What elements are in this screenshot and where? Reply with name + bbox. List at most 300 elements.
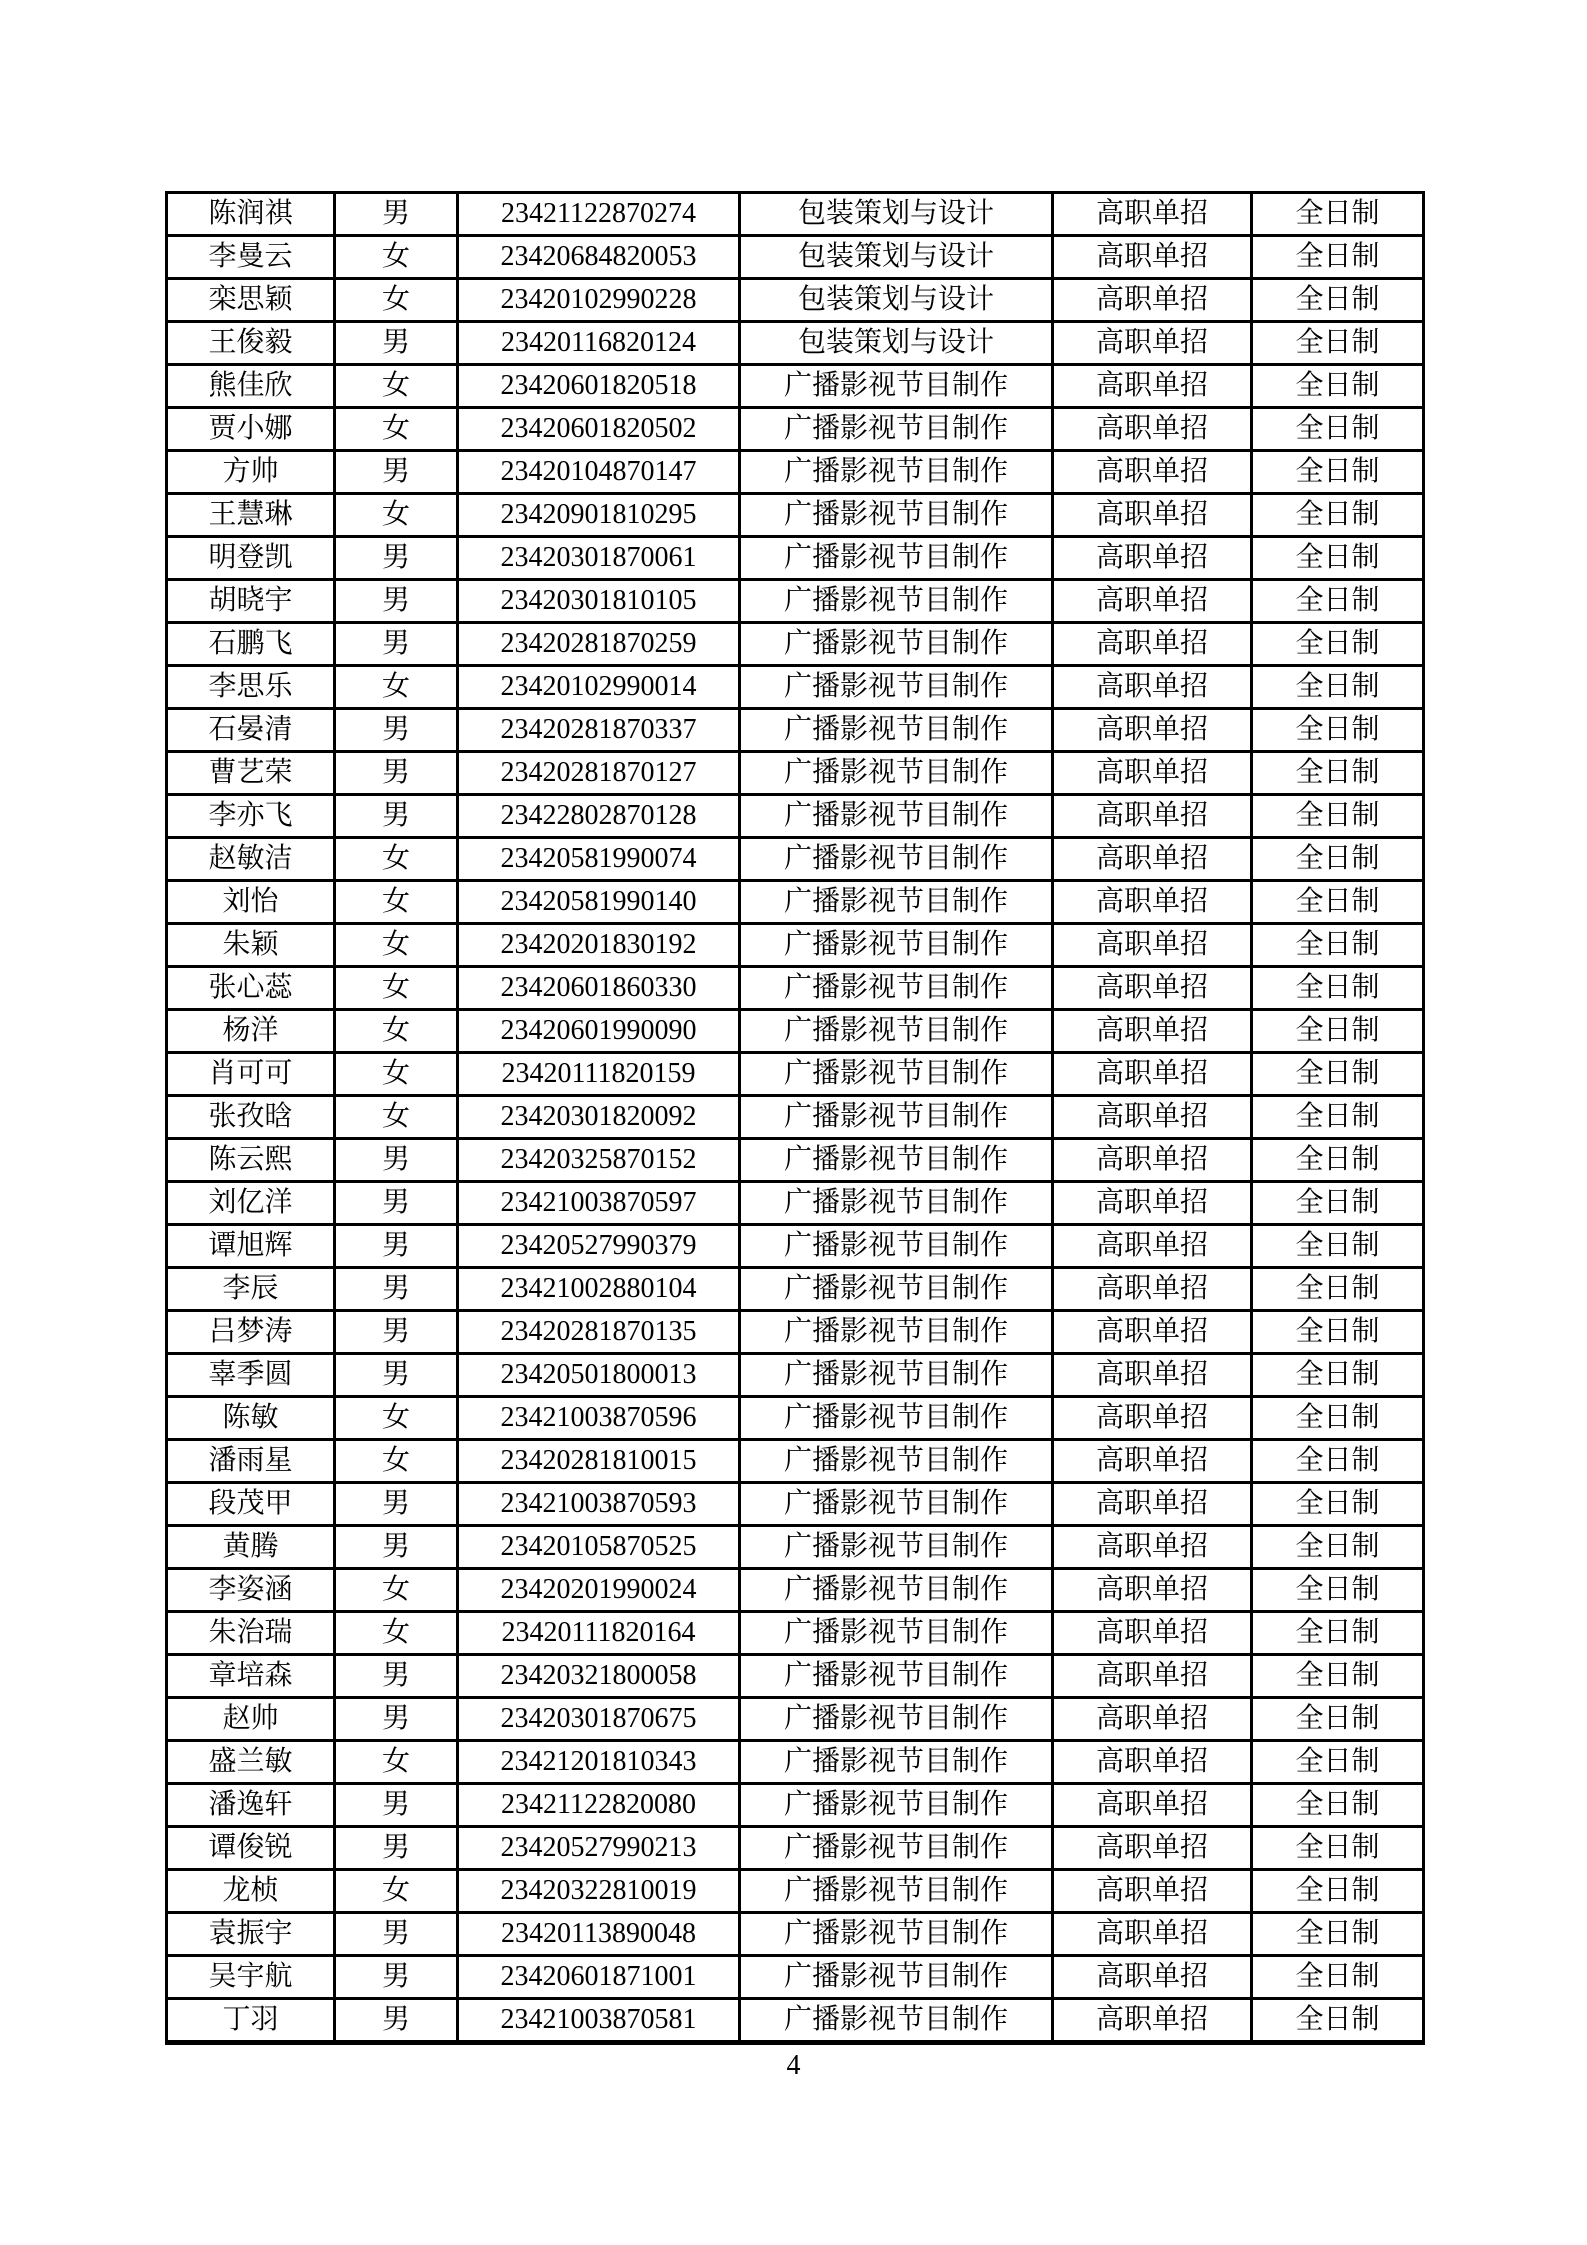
- cell-gender: 男: [335, 1311, 458, 1354]
- cell-gender: 男: [335, 322, 458, 365]
- table-row: [167, 1612, 1424, 1655]
- table-row: [167, 1225, 1424, 1268]
- cell-admission-type: 高职单招: [1053, 1182, 1252, 1225]
- cell-study-mode: 全日制: [1252, 322, 1424, 365]
- cell-admission-type: 高职单招: [1053, 494, 1252, 537]
- cell-admission-type: 高职单招: [1053, 752, 1252, 795]
- cell-exam-id: 23420113890048: [458, 1913, 740, 1956]
- table-row: [167, 1268, 1424, 1311]
- table-row: [167, 1053, 1424, 1096]
- cell-gender: 女: [335, 924, 458, 967]
- cell-major: 广播影视节目制作: [740, 537, 1053, 580]
- cell-exam-id: 23421003870593: [458, 1483, 740, 1526]
- cell-major: 包装策划与设计: [740, 322, 1053, 365]
- cell-gender: 女: [335, 1612, 458, 1655]
- cell-student-name: 杨洋: [167, 1010, 335, 1053]
- cell-major: 广播影视节目制作: [740, 1870, 1053, 1913]
- cell-student-name: 陈润祺: [167, 193, 335, 236]
- cell-study-mode: 全日制: [1252, 1999, 1424, 2043]
- cell-admission-type: 高职单招: [1053, 1225, 1252, 1268]
- cell-major: 广播影视节目制作: [740, 1397, 1053, 1440]
- cell-gender: 女: [335, 236, 458, 279]
- table-row: [167, 1870, 1424, 1913]
- cell-student-name: 袁振宇: [167, 1913, 335, 1956]
- cell-gender: 女: [335, 666, 458, 709]
- cell-study-mode: 全日制: [1252, 709, 1424, 752]
- cell-exam-id: 23420201830192: [458, 924, 740, 967]
- table-row: [167, 1655, 1424, 1698]
- cell-admission-type: 高职单招: [1053, 451, 1252, 494]
- cell-student-name: 潘逸轩: [167, 1784, 335, 1827]
- table-row: [167, 1999, 1424, 2043]
- cell-admission-type: 高职单招: [1053, 1483, 1252, 1526]
- table-row: [167, 838, 1424, 881]
- cell-exam-id: 23421002880104: [458, 1268, 740, 1311]
- cell-exam-id: 23420301870061: [458, 537, 740, 580]
- cell-major: 广播影视节目制作: [740, 1655, 1053, 1698]
- cell-major: 广播影视节目制作: [740, 1526, 1053, 1569]
- table-row: [167, 1440, 1424, 1483]
- cell-student-name: 方帅: [167, 451, 335, 494]
- cell-exam-id: 23421003870596: [458, 1397, 740, 1440]
- cell-study-mode: 全日制: [1252, 795, 1424, 838]
- cell-study-mode: 全日制: [1252, 279, 1424, 322]
- cell-gender: 男: [335, 1999, 458, 2043]
- cell-gender: 男: [335, 623, 458, 666]
- cell-admission-type: 高职单招: [1053, 1354, 1252, 1397]
- cell-major: 广播影视节目制作: [740, 1999, 1053, 2043]
- cell-student-name: 王俊毅: [167, 322, 335, 365]
- cell-admission-type: 高职单招: [1053, 1655, 1252, 1698]
- cell-study-mode: 全日制: [1252, 1569, 1424, 1612]
- cell-study-mode: 全日制: [1252, 1698, 1424, 1741]
- cell-admission-type: 高职单招: [1053, 236, 1252, 279]
- cell-gender: 男: [335, 795, 458, 838]
- cell-exam-id: 23420281870135: [458, 1311, 740, 1354]
- cell-major: 广播影视节目制作: [740, 1440, 1053, 1483]
- cell-gender: 女: [335, 1741, 458, 1784]
- cell-admission-type: 高职单招: [1053, 1053, 1252, 1096]
- cell-study-mode: 全日制: [1252, 236, 1424, 279]
- cell-gender: 男: [335, 580, 458, 623]
- cell-student-name: 熊佳欣: [167, 365, 335, 408]
- cell-major: 广播影视节目制作: [740, 623, 1053, 666]
- cell-student-name: 吕梦涛: [167, 1311, 335, 1354]
- cell-major: 广播影视节目制作: [740, 451, 1053, 494]
- cell-student-name: 谭俊锐: [167, 1827, 335, 1870]
- cell-exam-id: 23420116820124: [458, 322, 740, 365]
- cell-student-name: 王慧琳: [167, 494, 335, 537]
- table-row: [167, 193, 1424, 236]
- cell-major: 广播影视节目制作: [740, 1483, 1053, 1526]
- cell-gender: 女: [335, 838, 458, 881]
- cell-student-name: 李曼云: [167, 236, 335, 279]
- cell-admission-type: 高职单招: [1053, 1440, 1252, 1483]
- cell-major: 广播影视节目制作: [740, 1053, 1053, 1096]
- table-row: [167, 881, 1424, 924]
- cell-admission-type: 高职单招: [1053, 666, 1252, 709]
- cell-admission-type: 高职单招: [1053, 1397, 1252, 1440]
- table-row: [167, 537, 1424, 580]
- cell-exam-id: 23420201990024: [458, 1569, 740, 1612]
- cell-student-name: 石晏清: [167, 709, 335, 752]
- cell-gender: 男: [335, 709, 458, 752]
- cell-study-mode: 全日制: [1252, 1870, 1424, 1913]
- cell-admission-type: 高职单招: [1053, 1612, 1252, 1655]
- cell-exam-id: 23420281810015: [458, 1440, 740, 1483]
- cell-exam-id: 23421003870581: [458, 1999, 740, 2043]
- cell-student-name: 朱颖: [167, 924, 335, 967]
- cell-study-mode: 全日制: [1252, 1827, 1424, 1870]
- cell-major: 广播影视节目制作: [740, 1913, 1053, 1956]
- table-row: [167, 1311, 1424, 1354]
- table-row: [167, 365, 1424, 408]
- cell-admission-type: 高职单招: [1053, 623, 1252, 666]
- cell-major: 广播影视节目制作: [740, 666, 1053, 709]
- cell-admission-type: 高职单招: [1053, 1741, 1252, 1784]
- cell-admission-type: 高职单招: [1053, 1569, 1252, 1612]
- cell-exam-id: 23421122820080: [458, 1784, 740, 1827]
- cell-gender: 男: [335, 1526, 458, 1569]
- cell-gender: 男: [335, 1913, 458, 1956]
- cell-study-mode: 全日制: [1252, 1053, 1424, 1096]
- cell-major: 广播影视节目制作: [740, 1010, 1053, 1053]
- cell-admission-type: 高职单招: [1053, 1311, 1252, 1354]
- cell-study-mode: 全日制: [1252, 1741, 1424, 1784]
- cell-admission-type: 高职单招: [1053, 1096, 1252, 1139]
- cell-gender: 男: [335, 1483, 458, 1526]
- cell-major: 广播影视节目制作: [740, 1956, 1053, 1999]
- cell-gender: 女: [335, 1870, 458, 1913]
- cell-study-mode: 全日制: [1252, 1913, 1424, 1956]
- cell-gender: 男: [335, 1698, 458, 1741]
- table-row: [167, 752, 1424, 795]
- cell-student-name: 肖可可: [167, 1053, 335, 1096]
- table-row: [167, 1956, 1424, 1999]
- cell-study-mode: 全日制: [1252, 1225, 1424, 1268]
- cell-student-name: 贾小娜: [167, 408, 335, 451]
- cell-gender: 女: [335, 1569, 458, 1612]
- cell-admission-type: 高职单招: [1053, 1268, 1252, 1311]
- cell-exam-id: 23420527990379: [458, 1225, 740, 1268]
- cell-admission-type: 高职单招: [1053, 1698, 1252, 1741]
- cell-student-name: 李亦飞: [167, 795, 335, 838]
- table-row: [167, 1010, 1424, 1053]
- cell-exam-id: 23420321800058: [458, 1655, 740, 1698]
- cell-study-mode: 全日制: [1252, 1956, 1424, 1999]
- cell-study-mode: 全日制: [1252, 1397, 1424, 1440]
- cell-major: 广播影视节目制作: [740, 1182, 1053, 1225]
- cell-study-mode: 全日制: [1252, 838, 1424, 881]
- table-row: [167, 1182, 1424, 1225]
- cell-gender: 女: [335, 1010, 458, 1053]
- cell-major: 广播影视节目制作: [740, 1268, 1053, 1311]
- cell-study-mode: 全日制: [1252, 1483, 1424, 1526]
- cell-study-mode: 全日制: [1252, 967, 1424, 1010]
- cell-study-mode: 全日制: [1252, 1010, 1424, 1053]
- cell-major: 广播影视节目制作: [740, 1784, 1053, 1827]
- cell-major: 广播影视节目制作: [740, 1827, 1053, 1870]
- cell-major: 广播影视节目制作: [740, 709, 1053, 752]
- cell-major: 包装策划与设计: [740, 279, 1053, 322]
- cell-study-mode: 全日制: [1252, 1440, 1424, 1483]
- cell-student-name: 赵敏洁: [167, 838, 335, 881]
- cell-gender: 女: [335, 881, 458, 924]
- cell-study-mode: 全日制: [1252, 1268, 1424, 1311]
- cell-major: 广播影视节目制作: [740, 881, 1053, 924]
- cell-study-mode: 全日制: [1252, 365, 1424, 408]
- cell-admission-type: 高职单招: [1053, 1010, 1252, 1053]
- cell-exam-id: 23420601820502: [458, 408, 740, 451]
- cell-exam-id: 23420111820164: [458, 1612, 740, 1655]
- cell-admission-type: 高职单招: [1053, 1139, 1252, 1182]
- cell-exam-id: 23420325870152: [458, 1139, 740, 1182]
- cell-exam-id: 23420581990140: [458, 881, 740, 924]
- cell-study-mode: 全日制: [1252, 666, 1424, 709]
- cell-major: 广播影视节目制作: [740, 1569, 1053, 1612]
- table-row: [167, 408, 1424, 451]
- table-row: [167, 623, 1424, 666]
- table-row: [167, 1483, 1424, 1526]
- cell-gender: 女: [335, 408, 458, 451]
- table-row: [167, 1096, 1424, 1139]
- cell-exam-id: 23420601990090: [458, 1010, 740, 1053]
- cell-student-name: 胡晓宇: [167, 580, 335, 623]
- table-row: [167, 1913, 1424, 1956]
- cell-student-name: 李思乐: [167, 666, 335, 709]
- cell-study-mode: 全日制: [1252, 752, 1424, 795]
- cell-admission-type: 高职单招: [1053, 1526, 1252, 1569]
- table-row: [167, 795, 1424, 838]
- cell-student-name: 辜季圆: [167, 1354, 335, 1397]
- cell-gender: 男: [335, 193, 458, 236]
- cell-major: 包装策划与设计: [740, 193, 1053, 236]
- table-row: [167, 236, 1424, 279]
- cell-exam-id: 23420102990228: [458, 279, 740, 322]
- cell-study-mode: 全日制: [1252, 1784, 1424, 1827]
- cell-gender: 女: [335, 1096, 458, 1139]
- cell-gender: 男: [335, 1655, 458, 1698]
- cell-major: 广播影视节目制作: [740, 580, 1053, 623]
- cell-exam-id: 23420301820092: [458, 1096, 740, 1139]
- cell-exam-id: 23420581990074: [458, 838, 740, 881]
- cell-study-mode: 全日制: [1252, 494, 1424, 537]
- cell-admission-type: 高职单招: [1053, 408, 1252, 451]
- cell-admission-type: 高职单招: [1053, 1827, 1252, 1870]
- table-row: [167, 709, 1424, 752]
- cell-exam-id: 23420104870147: [458, 451, 740, 494]
- cell-major: 广播影视节目制作: [740, 1741, 1053, 1784]
- table-row: [167, 1827, 1424, 1870]
- cell-study-mode: 全日制: [1252, 1096, 1424, 1139]
- cell-admission-type: 高职单招: [1053, 881, 1252, 924]
- cell-study-mode: 全日制: [1252, 537, 1424, 580]
- cell-exam-id: 23420281870337: [458, 709, 740, 752]
- cell-major: 广播影视节目制作: [740, 1354, 1053, 1397]
- cell-major: 广播影视节目制作: [740, 494, 1053, 537]
- cell-exam-id: 23421201810343: [458, 1741, 740, 1784]
- cell-student-name: 潘雨星: [167, 1440, 335, 1483]
- table-row: [167, 1354, 1424, 1397]
- cell-exam-id: 23420301810105: [458, 580, 740, 623]
- cell-gender: 女: [335, 1053, 458, 1096]
- cell-student-name: 李辰: [167, 1268, 335, 1311]
- cell-student-name: 谭旭辉: [167, 1225, 335, 1268]
- table-row: [167, 924, 1424, 967]
- cell-major: 包装策划与设计: [740, 236, 1053, 279]
- cell-student-name: 朱治瑞: [167, 1612, 335, 1655]
- table-row: [167, 279, 1424, 322]
- cell-admission-type: 高职单招: [1053, 1999, 1252, 2043]
- cell-admission-type: 高职单招: [1053, 580, 1252, 623]
- cell-study-mode: 全日制: [1252, 451, 1424, 494]
- table-row: [167, 666, 1424, 709]
- roster-body: [167, 193, 1424, 2043]
- cell-admission-type: 高职单招: [1053, 537, 1252, 580]
- cell-student-name: 陈云熙: [167, 1139, 335, 1182]
- cell-admission-type: 高职单招: [1053, 322, 1252, 365]
- cell-gender: 男: [335, 1225, 458, 1268]
- cell-study-mode: 全日制: [1252, 924, 1424, 967]
- cell-student-name: 李姿涵: [167, 1569, 335, 1612]
- cell-major: 广播影视节目制作: [740, 752, 1053, 795]
- cell-admission-type: 高职单招: [1053, 279, 1252, 322]
- cell-major: 广播影视节目制作: [740, 1096, 1053, 1139]
- cell-exam-id: 23420601871001: [458, 1956, 740, 1999]
- cell-student-name: 丁羽: [167, 1999, 335, 2043]
- cell-gender: 男: [335, 1268, 458, 1311]
- cell-exam-id: 23420105870525: [458, 1526, 740, 1569]
- table-row: [167, 1526, 1424, 1569]
- cell-exam-id: 23420527990213: [458, 1827, 740, 1870]
- cell-student-name: 盛兰敏: [167, 1741, 335, 1784]
- cell-student-name: 张孜晗: [167, 1096, 335, 1139]
- cell-study-mode: 全日制: [1252, 623, 1424, 666]
- table-row: [167, 1397, 1424, 1440]
- cell-gender: 男: [335, 1354, 458, 1397]
- cell-major: 广播影视节目制作: [740, 1225, 1053, 1268]
- cell-study-mode: 全日制: [1252, 1655, 1424, 1698]
- cell-exam-id: 23420601820518: [458, 365, 740, 408]
- cell-exam-id: 23420102990014: [458, 666, 740, 709]
- cell-student-name: 吴宇航: [167, 1956, 335, 1999]
- table-row: [167, 1741, 1424, 1784]
- cell-gender: 男: [335, 752, 458, 795]
- cell-gender: 女: [335, 279, 458, 322]
- cell-study-mode: 全日制: [1252, 1311, 1424, 1354]
- cell-major: 广播影视节目制作: [740, 838, 1053, 881]
- cell-study-mode: 全日制: [1252, 408, 1424, 451]
- cell-gender: 男: [335, 1182, 458, 1225]
- table-row: [167, 1698, 1424, 1741]
- cell-gender: 男: [335, 1784, 458, 1827]
- cell-exam-id: 23421122870274: [458, 193, 740, 236]
- cell-exam-id: 23421003870597: [458, 1182, 740, 1225]
- cell-admission-type: 高职单招: [1053, 838, 1252, 881]
- cell-gender: 男: [335, 537, 458, 580]
- cell-student-name: 赵帅: [167, 1698, 335, 1741]
- cell-exam-id: 23420322810019: [458, 1870, 740, 1913]
- cell-student-name: 陈敏: [167, 1397, 335, 1440]
- table-row: [167, 1569, 1424, 1612]
- cell-gender: 女: [335, 967, 458, 1010]
- cell-student-name: 段茂甲: [167, 1483, 335, 1526]
- cell-major: 广播影视节目制作: [740, 967, 1053, 1010]
- cell-student-name: 石鹏飞: [167, 623, 335, 666]
- table-row: [167, 1139, 1424, 1182]
- cell-major: 广播影视节目制作: [740, 1139, 1053, 1182]
- cell-study-mode: 全日制: [1252, 1139, 1424, 1182]
- cell-admission-type: 高职单招: [1053, 709, 1252, 752]
- cell-admission-type: 高职单招: [1053, 924, 1252, 967]
- cell-exam-id: 23422802870128: [458, 795, 740, 838]
- cell-gender: 男: [335, 1139, 458, 1182]
- cell-admission-type: 高职单招: [1053, 1870, 1252, 1913]
- cell-study-mode: 全日制: [1252, 1526, 1424, 1569]
- cell-student-name: 栾思颖: [167, 279, 335, 322]
- cell-major: 广播影视节目制作: [740, 1698, 1053, 1741]
- cell-study-mode: 全日制: [1252, 1182, 1424, 1225]
- cell-gender: 女: [335, 494, 458, 537]
- cell-exam-id: 23420111820159: [458, 1053, 740, 1096]
- cell-gender: 女: [335, 1440, 458, 1483]
- cell-major: 广播影视节目制作: [740, 1311, 1053, 1354]
- cell-exam-id: 23420281870127: [458, 752, 740, 795]
- cell-study-mode: 全日制: [1252, 580, 1424, 623]
- cell-exam-id: 23420684820053: [458, 236, 740, 279]
- cell-exam-id: 23420281870259: [458, 623, 740, 666]
- cell-major: 广播影视节目制作: [740, 1612, 1053, 1655]
- cell-study-mode: 全日制: [1252, 1612, 1424, 1655]
- cell-gender: 女: [335, 1397, 458, 1440]
- table-row: [167, 451, 1424, 494]
- table-row: [167, 580, 1424, 623]
- table-row: [167, 322, 1424, 365]
- cell-study-mode: 全日制: [1252, 1354, 1424, 1397]
- cell-exam-id: 23420501800013: [458, 1354, 740, 1397]
- cell-study-mode: 全日制: [1252, 881, 1424, 924]
- cell-student-name: 刘怡: [167, 881, 335, 924]
- cell-admission-type: 高职单招: [1053, 795, 1252, 838]
- cell-gender: 男: [335, 1827, 458, 1870]
- cell-student-name: 黄腾: [167, 1526, 335, 1569]
- cell-student-name: 明登凯: [167, 537, 335, 580]
- page-number: 4: [786, 2050, 801, 2081]
- cell-major: 广播影视节目制作: [740, 365, 1053, 408]
- cell-gender: 男: [335, 1956, 458, 1999]
- cell-admission-type: 高职单招: [1053, 1913, 1252, 1956]
- cell-admission-type: 高职单招: [1053, 365, 1252, 408]
- cell-exam-id: 23420301870675: [458, 1698, 740, 1741]
- cell-study-mode: 全日制: [1252, 193, 1424, 236]
- table-row: [167, 494, 1424, 537]
- cell-student-name: 刘亿洋: [167, 1182, 335, 1225]
- cell-exam-id: 23420601860330: [458, 967, 740, 1010]
- student-roster-table: [165, 191, 1425, 2045]
- cell-student-name: 曹艺荣: [167, 752, 335, 795]
- table-row: [167, 967, 1424, 1010]
- cell-exam-id: 23420901810295: [458, 494, 740, 537]
- cell-major: 广播影视节目制作: [740, 408, 1053, 451]
- cell-admission-type: 高职单招: [1053, 967, 1252, 1010]
- cell-major: 广播影视节目制作: [740, 924, 1053, 967]
- cell-admission-type: 高职单招: [1053, 1784, 1252, 1827]
- cell-major: 广播影视节目制作: [740, 795, 1053, 838]
- cell-gender: 男: [335, 451, 458, 494]
- cell-student-name: 龙桢: [167, 1870, 335, 1913]
- table-row: [167, 1784, 1424, 1827]
- cell-admission-type: 高职单招: [1053, 1956, 1252, 1999]
